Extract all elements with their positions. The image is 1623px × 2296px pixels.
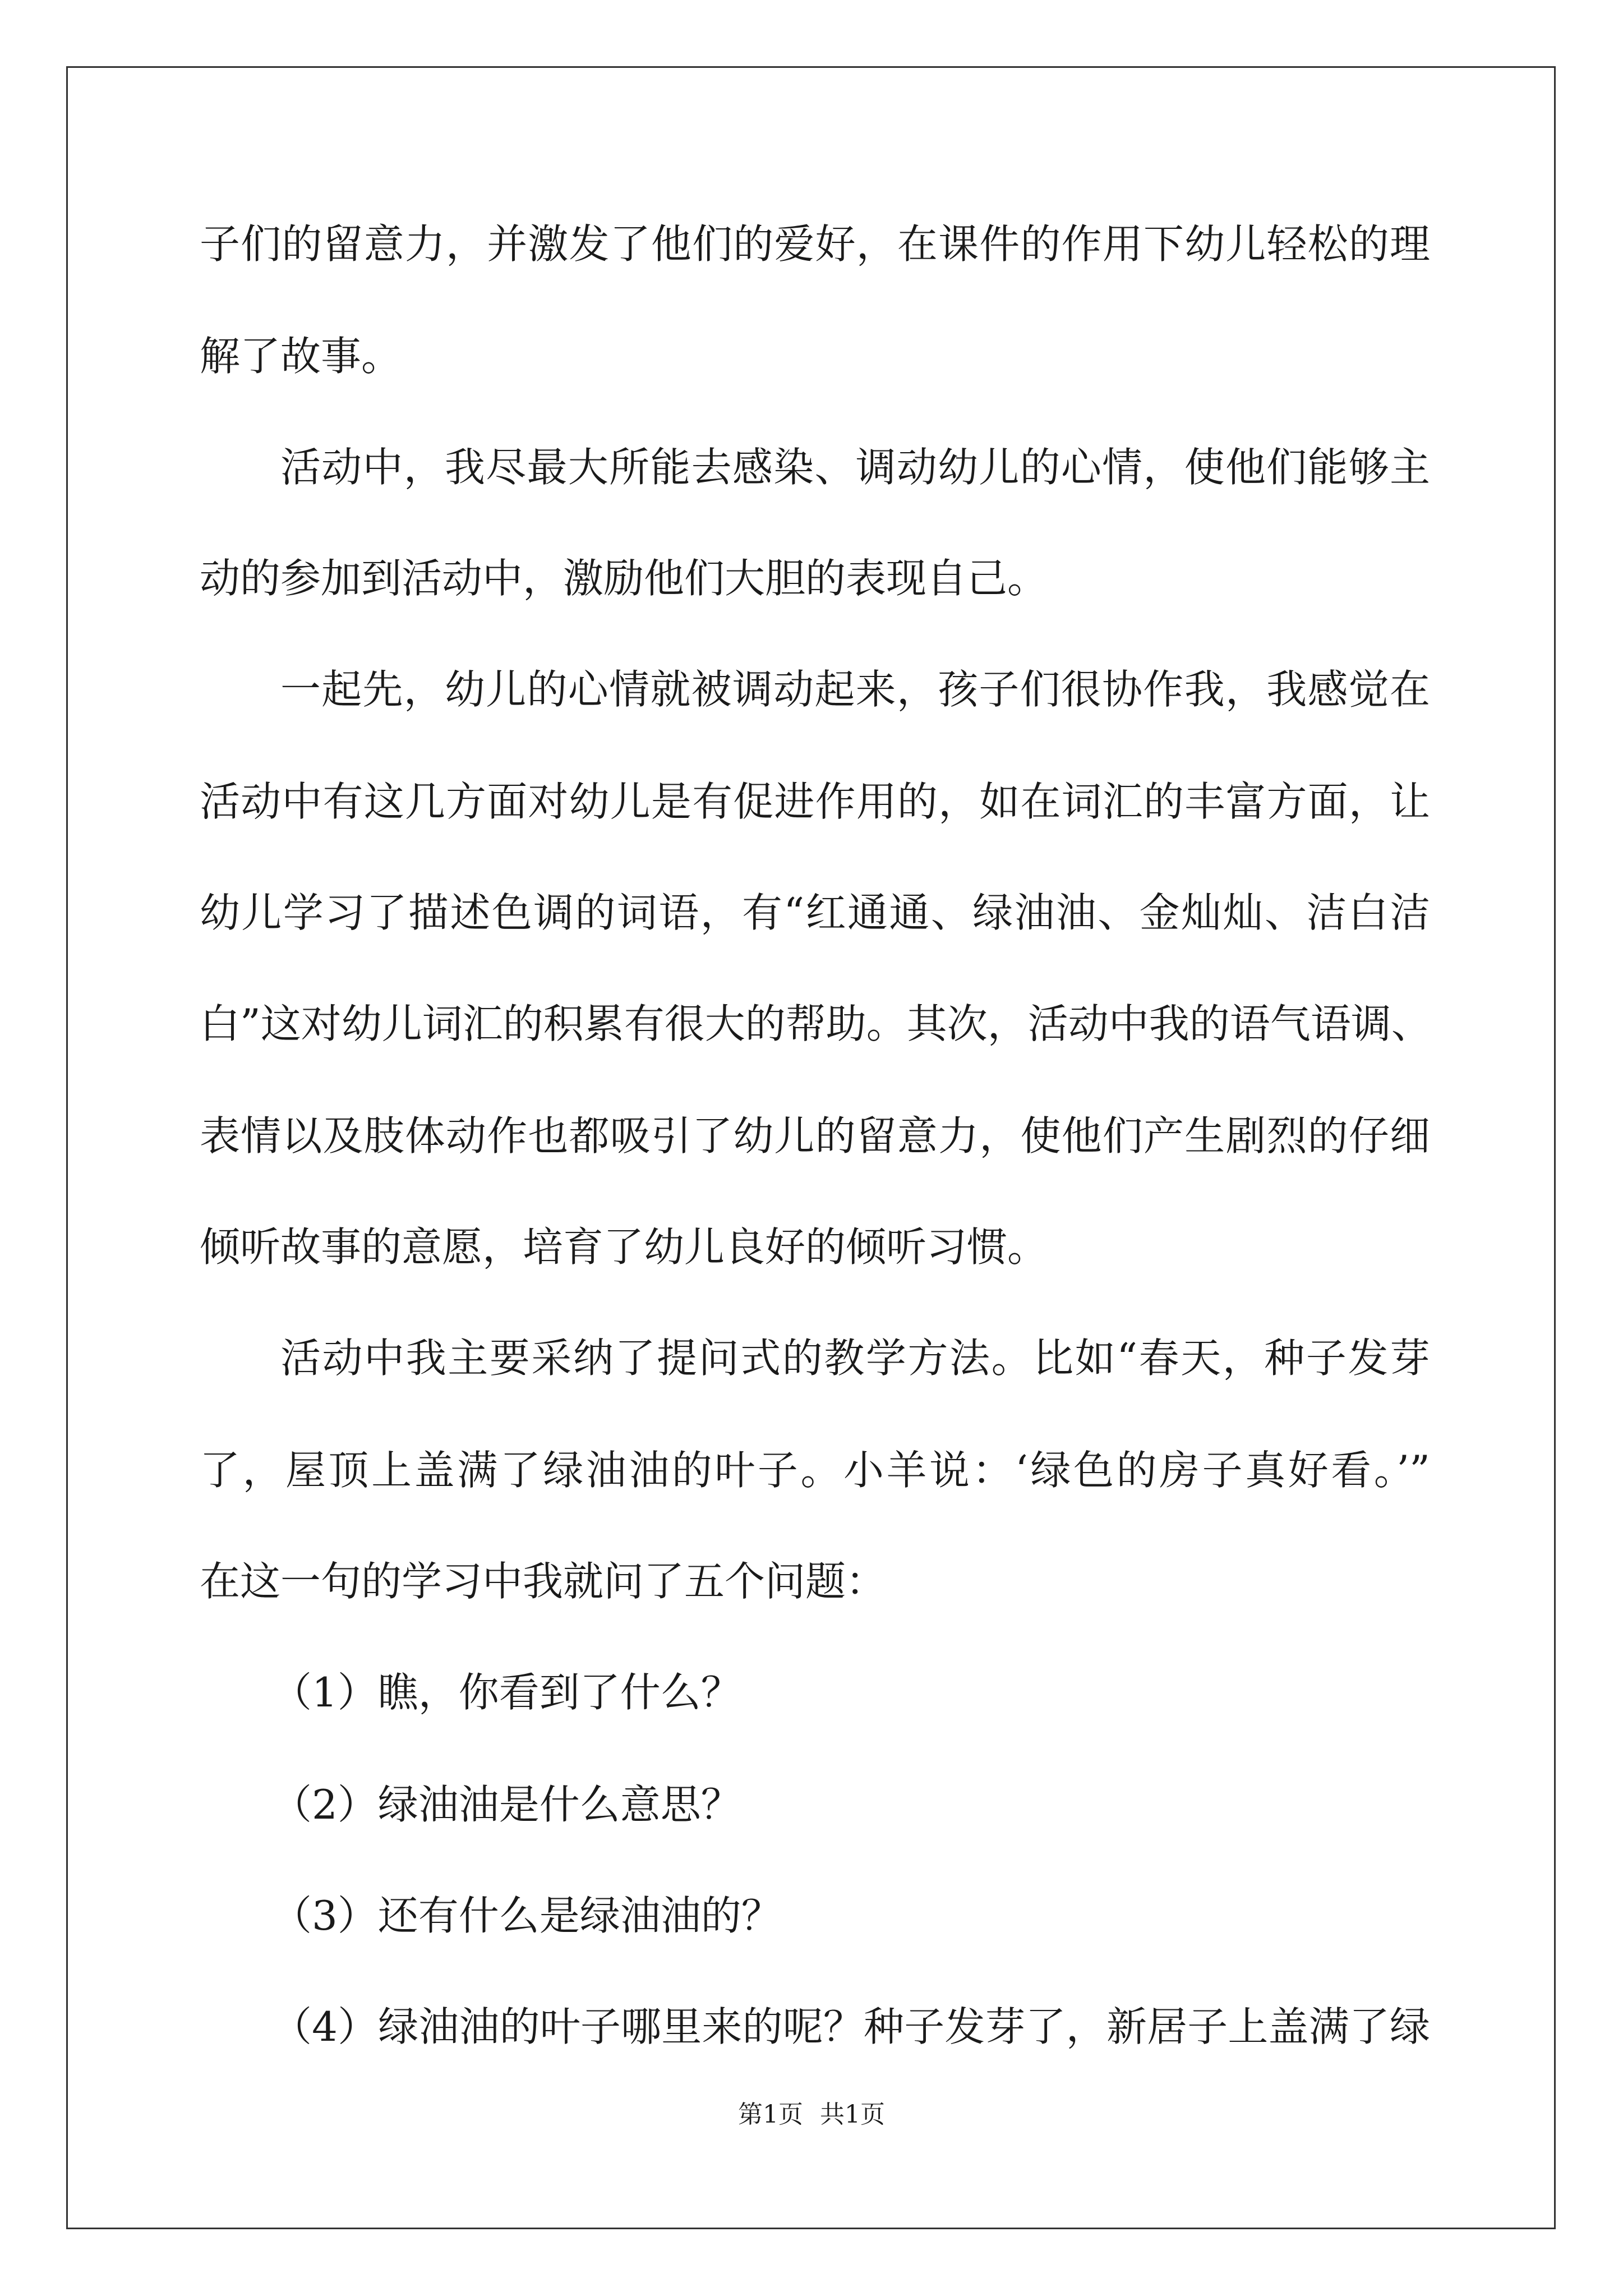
text-line: 活动中有这几方面对幼儿是有促进作用的，如在词汇的丰富方面，让 [200, 778, 1430, 825]
text-line: 活动中我主要采纳了提问式的教学方法。比如“春天，种子发芽 [280, 1335, 1430, 1382]
list-item: （2）绿油油是什么意思？ [271, 1781, 741, 1828]
text-line: 活动中，我尽最大所能去感染、调动幼儿的心情，使他们能够主 [280, 444, 1430, 491]
text-line: 在这一句的学习中我就问了五个问题： [200, 1558, 887, 1605]
text-line: 表情以及肢体动作也都吸引了幼儿的留意力，使他们产生剧烈的仔细 [200, 1112, 1430, 1159]
page-footer [0, 2098, 1623, 2132]
text-line: 幼儿学习了描述色调的词语，有“红通通、绿油油、金灿灿、洁白洁 [200, 889, 1430, 936]
list-item: （3）还有什么是绿油油的？ [271, 1892, 782, 1939]
text-line: 动的参加到活动中，激励他们大胆的表现自己。 [200, 555, 1048, 602]
list-item: （4）绿油油的叶子哪里来的呢？种子发芽了，新居子上盖满了绿 [271, 2003, 1430, 2050]
text-line: 一起先，幼儿的心情就被调动起来，孩子们很协作我，我感觉在 [280, 666, 1430, 713]
text-line: 子们的留意力，并激发了他们的爱好，在课件的作用下幼儿轻松的理 [200, 220, 1430, 268]
list-item: （1）瞧，你看到了什么？ [271, 1669, 741, 1716]
text-line: 倾听故事的意愿，培育了幼儿良好的倾听习惯。 [200, 1223, 1048, 1271]
text-line: 白”这对幼儿词汇的积累有很大的帮助。其次，活动中我的语气语调、 [200, 1000, 1432, 1047]
page-total: 共1页 [820, 2100, 885, 2129]
page-number: 第1页 [738, 2100, 803, 2129]
text-line: 了，屋顶上盖满了绿油油的叶子。小羊说：‘绿色的房子真好看。’” [200, 1447, 1430, 1494]
text-line: 解了故事。 [200, 333, 402, 380]
